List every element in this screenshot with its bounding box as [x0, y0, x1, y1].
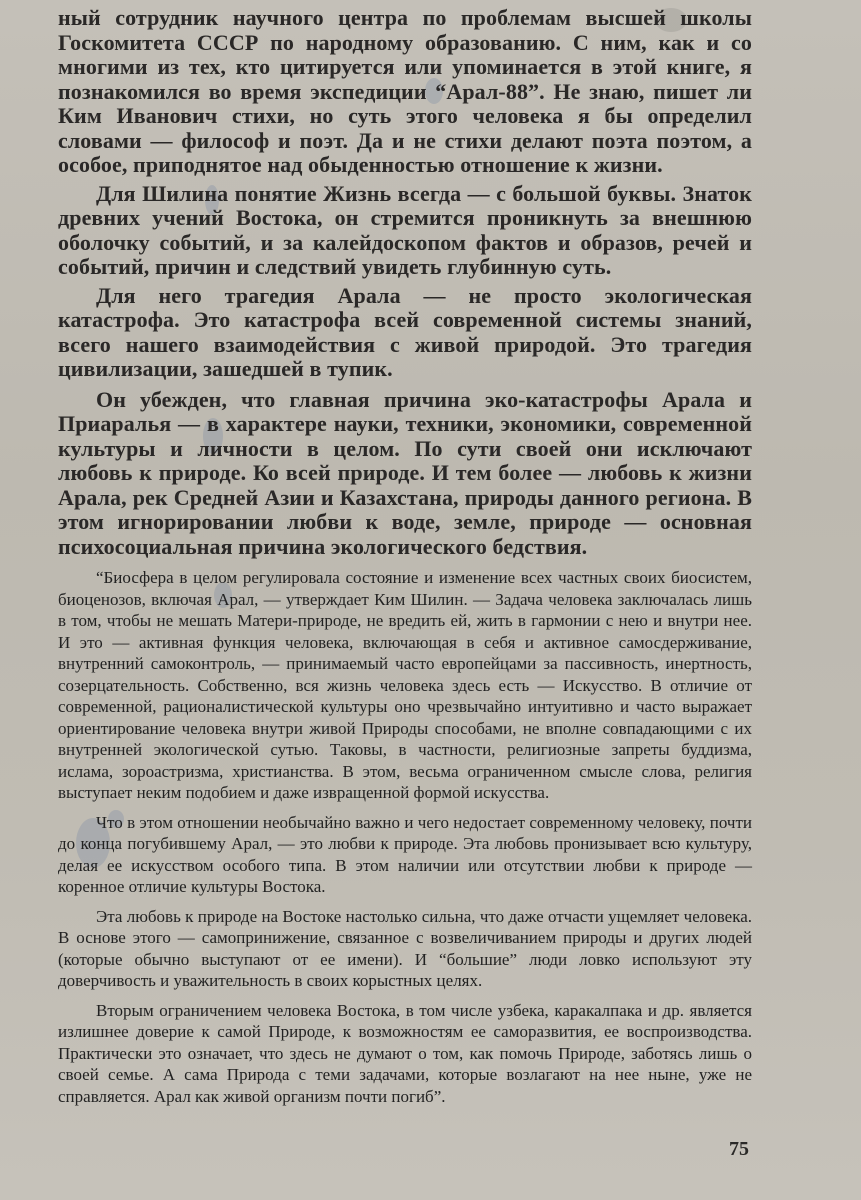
- page-number: 75: [729, 1138, 749, 1160]
- quote-paragraph: Что в этом отношении необычайно важно и чего недостает современному человеку, почти до конца погубившему Арал, — это любви к природе. Эта любовь пронизывает всю культуру, делая ее искусством особого типа. В этом наличии или отсутствии любви к природе — коренное отличие культуры Востока.: [58, 812, 752, 896]
- main-paragraph: Для него трагедия Арала — не просто экологическая катастрофа. Это катастрофа всей современной системы знаний, всего нашего взаимодействия с живой природой. Это трагедия цивилизации, зашедшей в тупик.: [58, 282, 752, 381]
- main-paragraph: ный сотрудник научного центра по проблемам высшей школы Госкомитета СССР по народному образованию. С ним, как и со многими из тех, кто цитируется или упоминается в этой книге, я познакомился во время экспедиции “Арал-88”. Не знаю, пишет ли Ким Иванович стихи, но суть этого человека я бы определил словами — философ и поэт. Да и не стихи делают поэта поэтом, а особое, приподнятое над обыденностью отношение к жизни.: [58, 5, 752, 177]
- main-paragraph: Он убежден, что главная причина эко-катастрофы Арала и Приаралья — в характере науки, техники, экономики, современной культуры и личности в целом. По сути своей они исключают любовь к природе. Ко всей природе. И тем более — любовь к жизни Арала, рек Средней Азии и Казахстана, природы данного региона. В этом игнорировании любви к воде, земле, природе — основная психосоциальная причина экологического бедствия.: [58, 386, 752, 559]
- quote-paragraph: Вторым ограничением человека Востока, в том числе узбека, каракалпака и др. является излишнее доверие к самой Природе, к возможностям ее саморазвития, ее воспроизводства. Практически это означает, что здесь не думают о том, как помочь Природе, заботясь лишь о своей семье. А сама Природа с теми задачами, которые возлагают на нее ныне, уже не справляется. Арал как живой организм почти погиб”.: [58, 1000, 752, 1106]
- main-paragraph: Для Шилина понятие Жизнь всегда — с большой буквы. Знаток древних учений Востока, он стремится проникнуть за внешнюю оболочку событий, и за калейдоскопом фактов и образов, речей и событий, причин и следствий увидеть глубинную суть.: [58, 180, 752, 279]
- quote-paragraph: Эта любовь к природе на Востоке настолько сильна, что даже отчасти ущемляет человека. В основе этого — самопринижение, связанное с возвеличиванием природы и других людей (которые обычно выступают от ее имени). И “большие” люди ловко используют эту доверчивость и уважительность в своих корыстных целях.: [58, 906, 752, 990]
- page-text: [58, 6, 752, 1111]
- quote-paragraph: “Биосфера в целом регулировала состояние и изменение всех частных своих биосистем, биоценозов, включая Арал, — утверждает Ким Шилин. — Задача человека заключалась лишь в том, чтобы не мешать Матери-природе, не вредить ей, жить в гармонии с нею и внутри нее. И это — активная функция человека, включающая в себя и активное самосдерживание, внутренний самоконтроль, — принимаемый часто европейцами за пассивность, инертность, созерцательность. Собственно, вся жизнь человека здесь есть — Искусство. В отличие от современной, рационалистической культуры оно чрезвычайно интуитивно и часто выражает ориентирование человека внутри живой Природы способами, не вполне совпадающими с их внутренней экологической сутью. Таковы, в частности, религиозные запреты буддизма, ислама, зороастризма, христианства. В этом, весьма ограниченном смысле слова, религия выступает неким подобием и даже извращенной формой искусства.: [58, 568, 752, 802]
